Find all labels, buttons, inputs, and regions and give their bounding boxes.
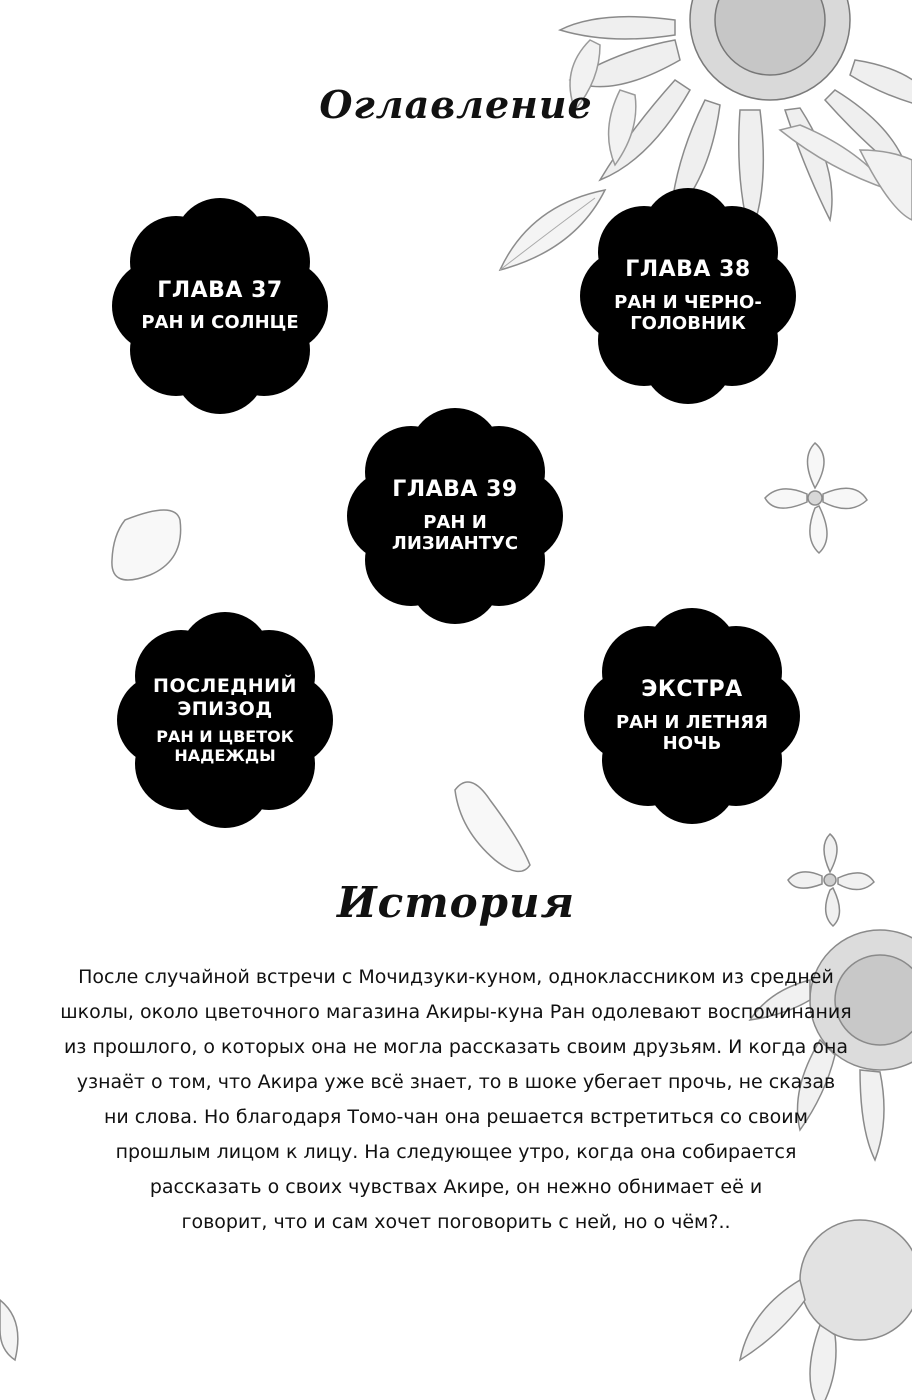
chapter-label-line-2: ЭПИЗОД	[177, 697, 273, 720]
petal-icon	[0, 1300, 18, 1360]
story-line: После случайной встречи с Мочидзуки-куном, одноклассником из средней	[78, 966, 834, 988]
chapter-number: ГЛАВА 39	[392, 477, 518, 503]
chapter-subtitle-line-1: РАН И ЦВЕТОК	[156, 726, 294, 746]
chapter-subtitle-line-2: НАДЕЖДЫ	[174, 745, 276, 765]
chapter-subtitle-line-1: РАН И ЛЕТНЯЯ	[615, 711, 769, 733]
small-flower-icon	[765, 443, 867, 553]
chapter-badge-extra	[582, 606, 802, 826]
story-title: История	[336, 878, 576, 927]
chapter-number: ГЛАВА 38	[625, 257, 751, 283]
chapter-number: ГЛАВА 37	[157, 278, 283, 303]
story-line: ни слова. Но благодаря Томо-чан она решается встретиться со своим	[104, 1106, 808, 1128]
story-line: школы, около цветочного магазина Акиры-куна Ран одолевают воспоминания	[60, 1001, 852, 1023]
chapter-subtitle-line-2: НОЧЬ	[662, 733, 722, 755]
chapter-badge-37	[110, 196, 330, 416]
story-line: прошлым лицом к лицу. На следующее утро, когда она собирается	[115, 1141, 797, 1163]
petal-icon	[455, 782, 530, 871]
chapter-subtitle: РАН И СОЛНЦЕ	[141, 312, 299, 334]
petal-icon	[112, 510, 181, 580]
chapter-subtitle-line-1: РАН И ЧЕРНО-	[614, 291, 762, 313]
story-line: из прошлого, о которых она не могла рассказать своим друзьям. И когда она	[63, 1036, 849, 1058]
chapter-badge-38	[578, 186, 798, 406]
chapter-subtitle-line-2: ЛИЗИАНТУС	[391, 533, 519, 555]
story-line: говорит, что и сам хочет поговорить с ней, но о чём?..	[181, 1211, 731, 1233]
toc-title: Оглавление	[319, 82, 593, 127]
story-synopsis	[40, 960, 872, 1240]
chapter-subtitle-line-2: ГОЛОВНИК	[630, 313, 746, 335]
chapter-badge-39	[345, 406, 565, 626]
chapter-subtitle-line-1: РАН И	[423, 511, 487, 533]
chapter-badge-last-episode	[115, 610, 335, 830]
story-line: узнаёт о том, что Акира уже всё знает, то в шоке убегает прочь, не сказав	[76, 1071, 836, 1093]
chapter-label-line-1: ПОСЛЕДНИЙ	[153, 675, 297, 698]
story-line: рассказать о своих чувствах Акире, он нежно обнимает её и	[149, 1176, 763, 1198]
chapter-number: ЭКСТРА	[641, 677, 743, 703]
